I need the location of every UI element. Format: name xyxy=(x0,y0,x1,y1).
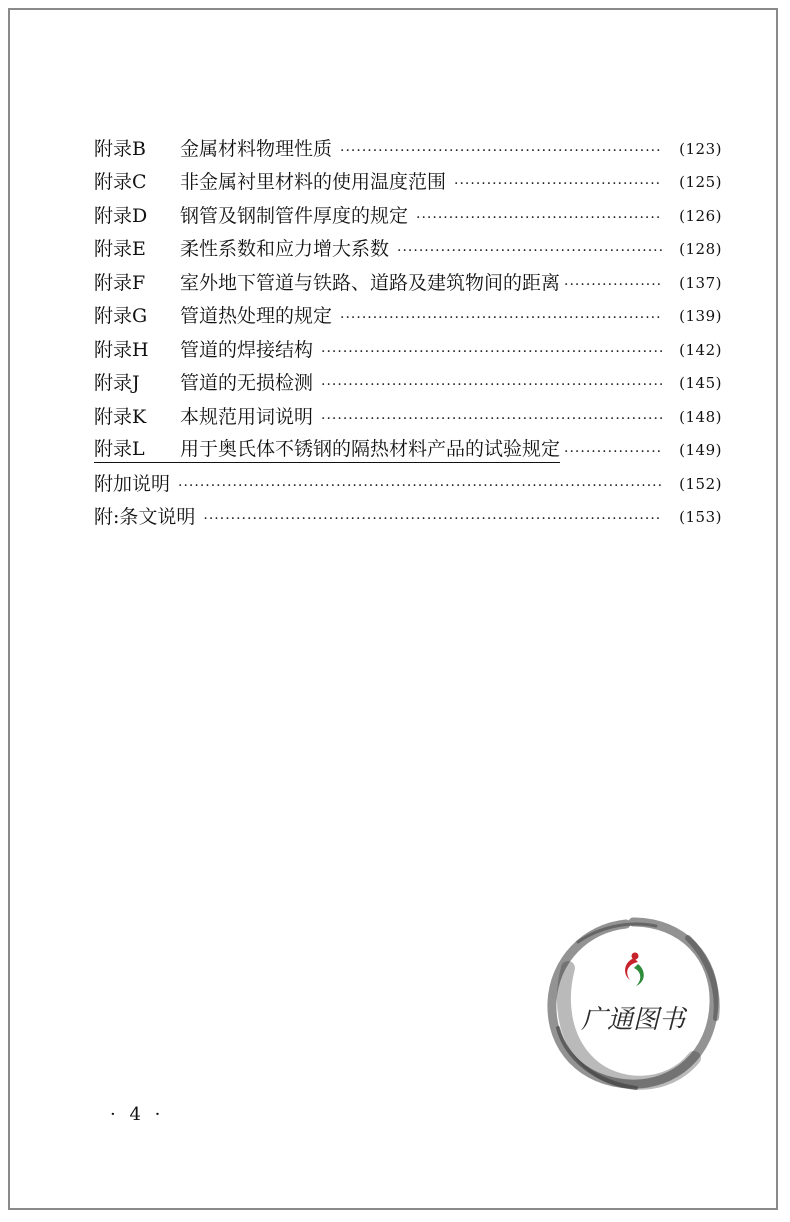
toc-page: (152) xyxy=(679,474,722,493)
toc-title: 非金属衬里材料的使用温度范围 xyxy=(180,171,447,193)
toc-page: (149) xyxy=(679,441,722,459)
dot-leader xyxy=(321,341,662,363)
toc-entry-b[interactable] xyxy=(94,128,722,162)
dot-leader xyxy=(321,374,662,396)
dot-leader xyxy=(178,475,662,497)
toc-label: 附录H xyxy=(94,338,149,361)
dot-leader xyxy=(564,274,662,296)
toc-page: (142) xyxy=(679,340,722,359)
toc-label: 附录D xyxy=(94,204,148,227)
toc-entry-k[interactable] xyxy=(94,396,722,430)
toc-entry-g[interactable] xyxy=(94,296,722,330)
toc-title: 柔性系数和应力增大系数 xyxy=(180,238,390,260)
dot-leader xyxy=(416,207,662,229)
toc-entry-l[interactable] xyxy=(94,430,722,464)
toc-page: (137) xyxy=(679,273,722,292)
dot-leader xyxy=(454,173,662,195)
toc-entry-f[interactable] xyxy=(94,262,722,296)
toc-title: 管道的无损检测 xyxy=(180,372,314,394)
toc-title: 金属材料物理性质 xyxy=(180,137,333,160)
toc-label: 附录F xyxy=(94,271,146,294)
toc-entry-j[interactable] xyxy=(94,363,722,397)
toc-title: 管道的焊接结构 xyxy=(180,338,314,361)
toc-title: 本规范用词说明 xyxy=(180,405,314,428)
toc-title: 钢管及钢制管件厚度的规定 xyxy=(180,204,409,227)
toc-page: (153) xyxy=(679,508,722,526)
toc-label: 附录K xyxy=(94,405,147,428)
toc-page: (128) xyxy=(679,240,722,258)
dot-leader xyxy=(564,441,662,463)
table-of-contents xyxy=(94,128,722,530)
toc-entry-additional-notes[interactable] xyxy=(94,463,722,497)
toc-title: 管道热处理的规定 xyxy=(180,305,333,327)
dot-leader xyxy=(203,508,662,530)
toc-label: 附录C xyxy=(94,171,147,193)
toc-page: (125) xyxy=(679,173,722,191)
dot-leader xyxy=(340,140,662,162)
toc-label: 附录L xyxy=(94,436,180,463)
toc-page: (139) xyxy=(679,307,722,325)
toc-entry-h[interactable] xyxy=(94,329,722,363)
dot-leader xyxy=(340,307,662,329)
toc-label: 附录G xyxy=(94,305,148,327)
dot-leader xyxy=(321,408,662,430)
toc-page: (123) xyxy=(679,139,722,158)
toc-entry-e[interactable] xyxy=(94,229,722,263)
toc-title: 用于奥氏体不锈钢的隔热材料产品的试验规定 xyxy=(180,436,560,463)
toc-label: 附录J xyxy=(94,372,140,394)
toc-title: 附加说明 xyxy=(94,472,171,495)
dot-leader xyxy=(397,240,662,262)
toc-entry-clause-explanation[interactable] xyxy=(94,497,722,531)
toc-title: 附:条文说明 xyxy=(94,506,196,528)
toc-page: (145) xyxy=(679,374,722,392)
seal-emblem-icon xyxy=(625,953,644,987)
publisher-seal-logo xyxy=(538,908,728,1098)
toc-page: (126) xyxy=(679,206,722,225)
toc-label: 附录E xyxy=(94,238,146,260)
page-number: · 4 · xyxy=(110,1104,165,1125)
toc-title: 室外地下管道与铁路、道路及建筑物间的距离 xyxy=(180,271,561,294)
seal-text: 广通图书 xyxy=(580,1005,686,1035)
toc-label: 附录B xyxy=(94,137,146,160)
toc-page: (148) xyxy=(679,407,722,426)
toc-entry-c[interactable] xyxy=(94,162,722,196)
toc-entry-d[interactable] xyxy=(94,195,722,229)
